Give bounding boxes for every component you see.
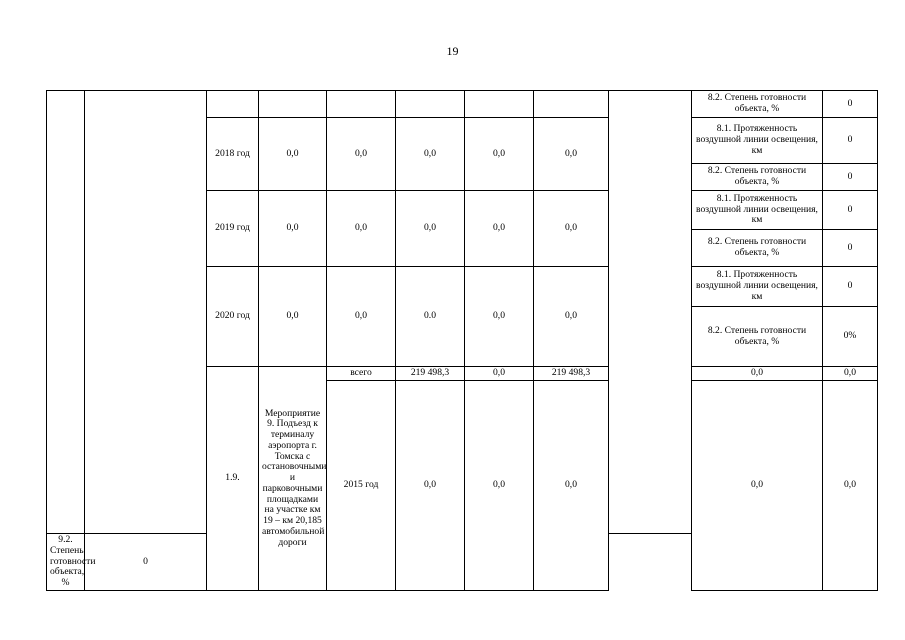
cell-value bbox=[396, 91, 465, 118]
cell-value: 0,0 bbox=[259, 267, 327, 367]
cell-value: 0,0 bbox=[327, 267, 396, 367]
cell-value: 0,0 bbox=[465, 267, 534, 367]
table-row bbox=[47, 91, 878, 118]
cell-total-label: всего bbox=[327, 367, 396, 381]
cell-value: 0,0 bbox=[823, 381, 878, 591]
cell-value: 0,0 bbox=[534, 191, 609, 267]
cell-year: 2020 год bbox=[207, 267, 259, 367]
measure-number: 1.9. bbox=[207, 367, 259, 591]
cell-value: 0,0 bbox=[534, 381, 609, 591]
indicator-9-2: 9.2. Степень готовности объекта, % bbox=[47, 534, 85, 591]
cell-value bbox=[327, 91, 396, 118]
cell-value: 0,0 bbox=[396, 381, 465, 591]
cell-value: 0,0 bbox=[692, 381, 823, 591]
cell-value: 0,0 bbox=[823, 367, 878, 381]
program-table bbox=[46, 90, 878, 591]
indicator-value: 0 bbox=[823, 118, 878, 164]
cell-value: 0,0 bbox=[534, 267, 609, 367]
cell-value: 0.0 bbox=[396, 267, 465, 367]
indicator-8-1: 8.1. Протяженность воздушной линии освещения, км bbox=[692, 267, 823, 307]
cell-value bbox=[534, 91, 609, 118]
indicator-8-1: 8.1. Протяженность воздушной линии освещения, км bbox=[692, 191, 823, 230]
cell-value: 0,0 bbox=[465, 367, 534, 381]
cell-value: 0,0 bbox=[327, 118, 396, 191]
cell-value bbox=[465, 91, 534, 118]
cell-value: 219 498,3 bbox=[396, 367, 465, 381]
cell-executor-continuation bbox=[609, 91, 692, 534]
indicator-8-2: 8.2. Степень готовности объекта, % bbox=[692, 91, 823, 118]
cell-name-continuation bbox=[85, 91, 207, 534]
cell-value bbox=[259, 91, 327, 118]
cell-value: 0,0 bbox=[692, 367, 823, 381]
cell-year: 2019 год bbox=[207, 191, 259, 267]
measure-name: Мероприятие 9. Подъезд к терминалу аэропорта г. Томска с остановочными и парковочными площадками на участке км 19 – км 20,185 автомобильной дороги bbox=[259, 367, 327, 591]
page-number: 19 bbox=[446, 44, 459, 58]
cell-value: 0,0 bbox=[465, 191, 534, 267]
cell-value: 219 498,3 bbox=[534, 367, 609, 381]
indicator-value: 0 bbox=[823, 230, 878, 267]
indicator-8-1: 8.1. Протяженность воздушной линии освещения, км bbox=[692, 118, 823, 164]
cell-value: 0,0 bbox=[465, 381, 534, 591]
indicator-8-2: 8.2. Степень готовности объекта, % bbox=[692, 164, 823, 191]
cell-value: 0,0 bbox=[465, 118, 534, 191]
cell-year: 2018 год bbox=[207, 118, 259, 191]
cell-num-continuation bbox=[47, 91, 85, 534]
cell-value: 0,0 bbox=[259, 191, 327, 267]
cell-year: 2015 год bbox=[327, 381, 396, 591]
indicator-value: 0 bbox=[85, 534, 207, 591]
cell-value: 0,0 bbox=[396, 191, 465, 267]
cell-value: 0,0 bbox=[534, 118, 609, 191]
indicator-value: 0 bbox=[823, 91, 878, 118]
cell-value: 0,0 bbox=[327, 191, 396, 267]
cell-year bbox=[207, 91, 259, 118]
indicator-8-2: 8.2. Степень готовности объекта, % bbox=[692, 307, 823, 367]
indicator-value: 0% bbox=[823, 307, 878, 367]
indicator-value: 0 bbox=[823, 191, 878, 230]
indicator-value: 0 bbox=[823, 164, 878, 191]
cell-value: 0,0 bbox=[259, 118, 327, 191]
indicator-8-2: 8.2. Степень готовности объекта, % bbox=[692, 230, 823, 267]
indicator-value: 0 bbox=[823, 267, 878, 307]
cell-value: 0,0 bbox=[396, 118, 465, 191]
